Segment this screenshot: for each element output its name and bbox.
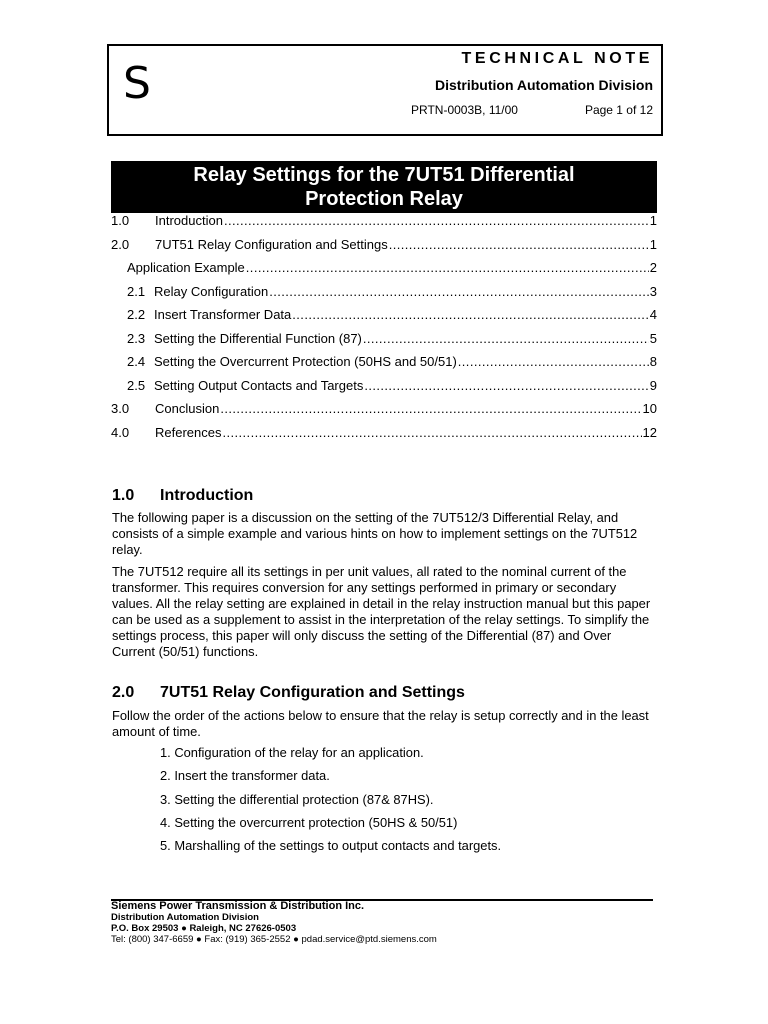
toc-label: Setting the Overcurrent Protection (50HS and 50/51) [154,354,457,369]
toc-leader [364,378,648,393]
table-of-contents [111,213,657,448]
toc-entry-differential-function[interactable] [111,331,657,355]
technical-note-label: TECHNICAL NOTE [461,50,653,67]
list-item: 4. Setting the overcurrent protection (50HS & 50/51) [160,814,458,830]
toc-leader [389,237,649,252]
toc-page: 1 [649,236,657,252]
section-1-heading [112,487,253,505]
toc-label: Setting Output Contacts and Targets [154,377,364,393]
toc-label: Setting the Differential Function (87) [154,330,362,346]
footer-division: Distribution Automation Division [111,912,259,923]
toc-entry-output-contacts[interactable] [111,378,657,402]
list-item: 3. Setting the differential protection (87& 87HS). [160,791,434,807]
toc-label: Conclusion [155,401,220,416]
toc-label: Relay Configuration [154,283,269,299]
toc-number: 2.2 [127,307,146,322]
toc-leader [292,307,648,322]
toc-label: Application Example [127,260,245,275]
header-box [107,44,663,136]
toc-leader [220,401,641,416]
toc-entry-relay-configuration[interactable] [111,284,657,308]
list-item: 1. Configuration of the relay for an application. [160,745,424,760]
footer-company: Siemens Power Transmission & Distribution Inc. [111,900,365,912]
toc-label: Introduction [155,213,223,228]
footer-address: P.O. Box 29503 ● Raleigh, NC 27626-0503 [111,923,297,934]
section-number: 2.0 [112,684,135,701]
toc-number: 4.0 [111,424,130,440]
section-title: Introduction [160,487,254,504]
toc-page: 12 [642,424,657,440]
toc-leader [363,331,649,346]
toc-label: 7UT51 Relay Configuration and Settings [155,236,388,252]
toc-entry-overcurrent-protection[interactable] [111,354,657,378]
document-title [111,161,657,213]
siemens-logo: S [123,58,151,109]
toc-entry-application-example[interactable] [111,260,657,284]
toc-entry-conclusion[interactable] [111,401,657,425]
setup-steps-list [160,745,501,861]
toc-label: References [155,424,222,440]
toc-number: 2.1 [127,283,146,299]
toc-page: 9 [649,377,657,393]
toc-number: 2.5 [127,377,146,393]
toc-number: 2.3 [127,330,146,346]
section-number: 1.0 [112,487,135,504]
page-number: Page 1 of 12 [584,103,653,117]
toc-leader [246,260,649,275]
list-item: 2. Insert the transformer data. [160,768,330,784]
toc-entry-configuration-settings[interactable] [111,237,657,261]
toc-page: 2 [649,260,657,275]
toc-page: 4 [649,307,657,322]
division-label: Distribution Automation Division [434,77,653,93]
toc-page: 10 [642,401,657,416]
document-number: PRTN-0003B, 11/00 [411,103,518,117]
footer [111,900,437,946]
title-line-1: Relay Settings for the 7UT51 Differential [193,164,575,186]
toc-leader [222,425,641,440]
intro-paragraph-1: The following paper is a discussion on the setting of the 7UT512/3 Differential Relay, and consists of a simple example and various hints on how to implement settings on the 7UT512 relay. [112,510,638,557]
list-item: 5. Marshalling of the settings to output contacts and targets. [160,838,502,854]
toc-number: 3.0 [111,401,130,416]
toc-number: 1.0 [111,213,130,228]
section-title: 7UT51 Relay Configuration and Settings [160,684,465,701]
intro-paragraph-2: The 7UT512 require all its settings in per unit values, all rated to the nominal current of the transformer. This requires conversion for any settings performed in primary or secondary values. All the relay setting are explained in detail in the relay instruction manual but this paper can be used as a supplement to assist in the interpretation of the relay settings. To simplify the settings process, this paper will only discuss the setting of the Differential (87) and Over Current (50/51) functions. [112,564,651,659]
toc-page: 5 [649,330,657,346]
toc-entry-introduction[interactable] [111,213,657,237]
toc-leader [269,284,649,299]
toc-number: 2.4 [127,354,146,369]
footer-contact: Tel: (800) 347-6659 ● Fax: (919) 365-2552 ● pdad.service@ptd.siemens.com [111,934,437,945]
section-2-paragraph: Follow the order of the actions below to ensure that the relay is setup correctly and in the least amount of time. [112,708,649,739]
section-2-heading [112,684,465,702]
toc-entry-references[interactable] [111,425,657,449]
title-line-2: Protection Relay [305,188,463,210]
toc-page: 8 [649,354,657,369]
toc-label: Insert Transformer Data [154,307,292,322]
toc-leader [224,213,649,228]
toc-page: 1 [649,213,657,228]
toc-entry-transformer-data[interactable] [111,307,657,331]
toc-leader [458,354,649,369]
toc-page: 3 [649,283,657,299]
toc-number: 2.0 [111,236,130,252]
